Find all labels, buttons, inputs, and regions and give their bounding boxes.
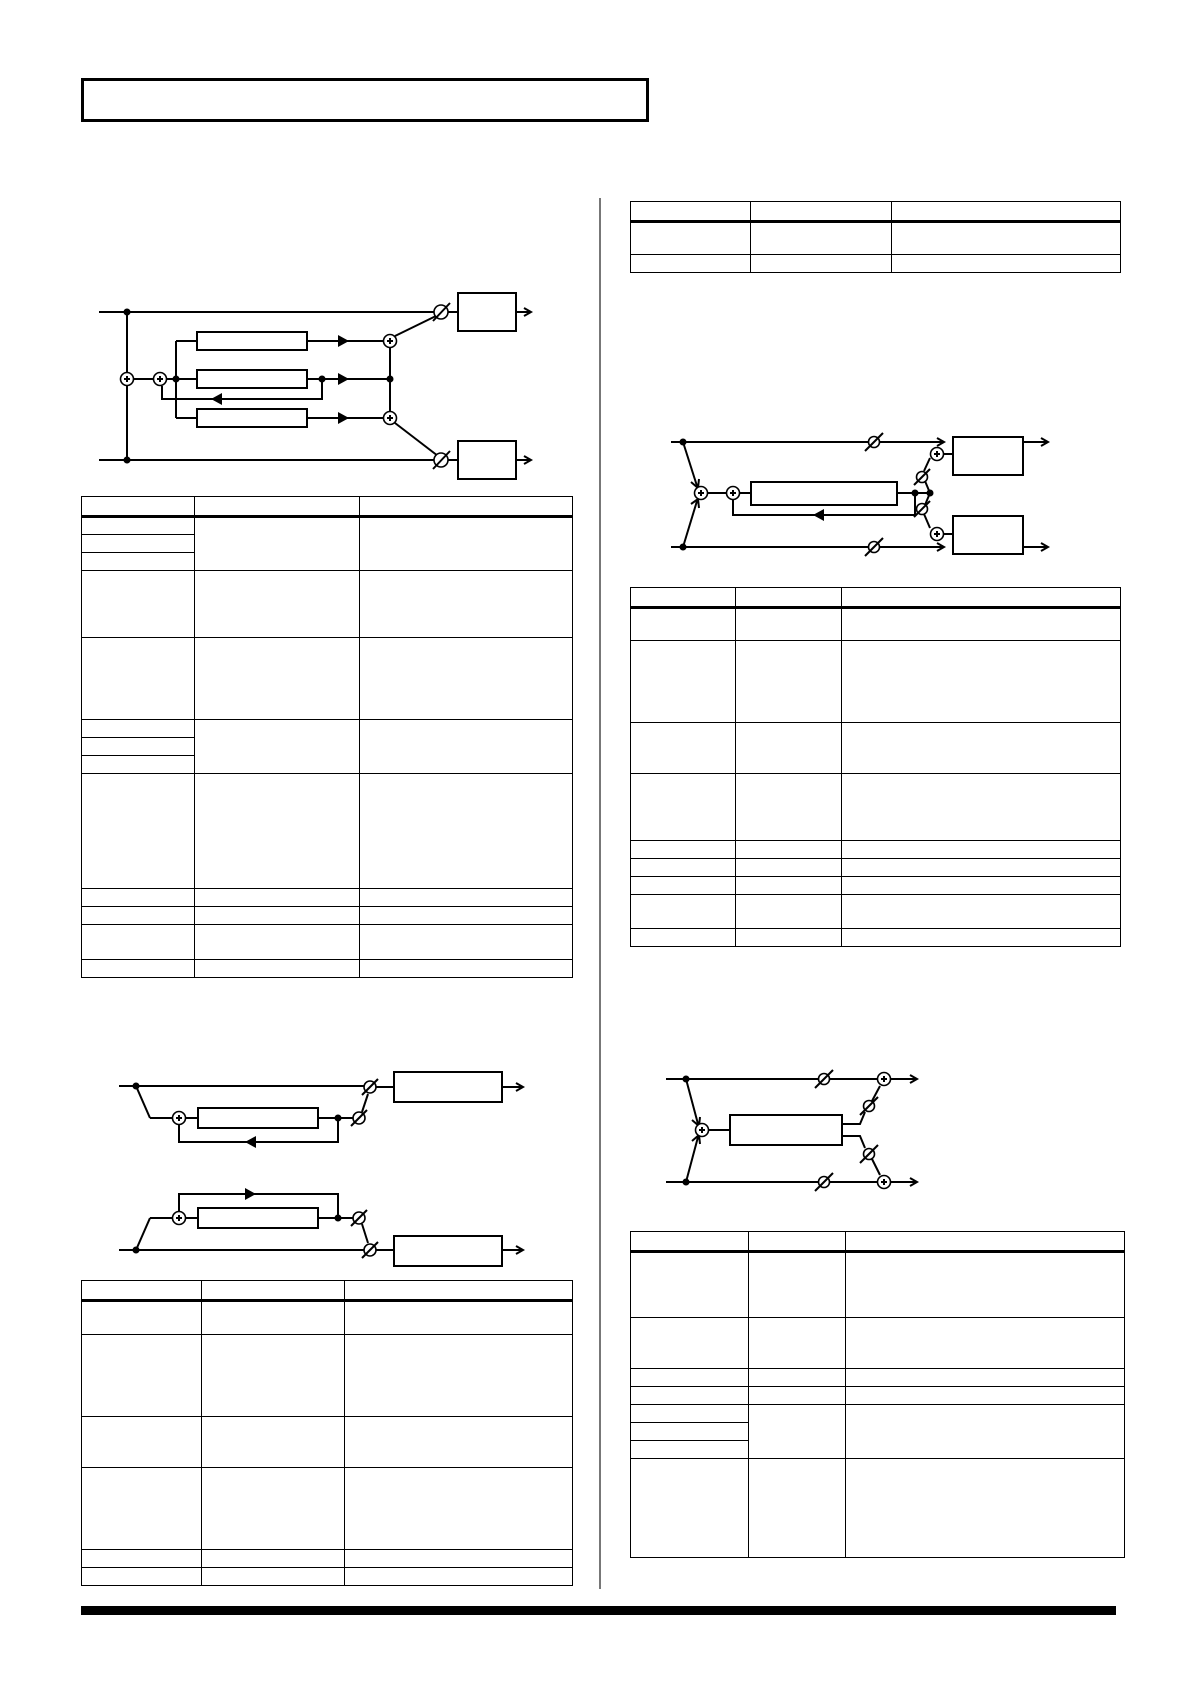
- table-header-cell: [842, 588, 1121, 608]
- table-row: [82, 1417, 573, 1468]
- table-row: [631, 841, 1121, 859]
- table-header-cell: [631, 202, 751, 222]
- signal-flow-diagram-right-top: [665, 420, 1085, 575]
- signal-flow-diagram-left-top: [90, 285, 550, 485]
- table-row: [631, 222, 1121, 255]
- table-row: [631, 895, 1121, 929]
- table-row: [631, 255, 1121, 273]
- table-row: [82, 517, 573, 535]
- table-row: [631, 1405, 1125, 1423]
- table-row: [631, 1387, 1125, 1405]
- table-row: [82, 889, 573, 907]
- signal-flow-diagram-right-bottom: [660, 1062, 960, 1212]
- table-row: [631, 608, 1121, 641]
- table-row: [631, 859, 1121, 877]
- table-header-cell: [631, 588, 736, 608]
- table-header-cell: [736, 588, 842, 608]
- parameter-table-right-1: [630, 201, 1121, 273]
- parameter-table-left-2: [81, 1280, 573, 1586]
- table-header-cell: [749, 1232, 846, 1252]
- footer-rule: [81, 1606, 1116, 1615]
- table-row: [82, 907, 573, 925]
- table-row: [631, 723, 1121, 774]
- table-header-cell: [82, 497, 195, 517]
- table-row: [631, 1369, 1125, 1387]
- table-row: [82, 960, 573, 978]
- table-row: [82, 720, 573, 738]
- table-row: [82, 1468, 573, 1550]
- table-row: [631, 774, 1121, 841]
- table-row: [82, 774, 573, 889]
- table-header-cell: [892, 202, 1121, 222]
- table-row: [631, 1318, 1125, 1369]
- table-header-cell: [846, 1232, 1125, 1252]
- table-header-cell: [82, 1281, 202, 1301]
- table-header-cell: [360, 497, 573, 517]
- table-header-cell: [195, 497, 360, 517]
- table-header-cell: [631, 1232, 749, 1252]
- header-title-box: [81, 78, 649, 122]
- table-row: [82, 1335, 573, 1417]
- table-row: [82, 925, 573, 960]
- table-row: [82, 1301, 573, 1335]
- table-row: [631, 1459, 1125, 1558]
- parameter-table-right-2: [630, 587, 1121, 947]
- table-row: [631, 877, 1121, 895]
- table-row: [631, 929, 1121, 947]
- table-header-cell: [751, 202, 892, 222]
- table-row: [82, 638, 573, 720]
- table-row: [82, 1550, 573, 1568]
- table-header-cell: [202, 1281, 345, 1301]
- table-header-cell: [345, 1281, 573, 1301]
- table-row: [82, 571, 573, 638]
- table-row: [631, 1252, 1125, 1318]
- parameter-table-right-3: [630, 1231, 1125, 1558]
- signal-flow-diagram-left-middle: [110, 1060, 550, 1265]
- table-row: [82, 1568, 573, 1586]
- column-divider: [599, 198, 601, 1589]
- table-row: [631, 641, 1121, 723]
- parameter-table-left-1: [81, 496, 573, 978]
